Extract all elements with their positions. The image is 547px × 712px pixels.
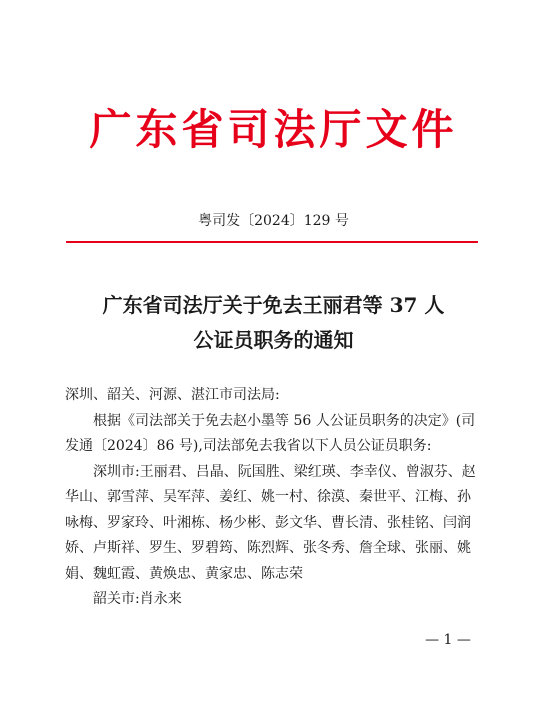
shenzhen-list: 深圳市:王丽君、吕晶、阮国胜、梁红瑛、李幸仪、曾淑芬、赵华山、郭雪萍、吴军萍、姜红、姚一村、徐漠、秦世平、江梅、孙咏梅、罗家玲、叶湘栋、杨少彬、彭文华、曹长清、张桂铭、闫润娇、卢斯祥、罗生、罗碧筠、陈烈辉、张冬秀、詹全球、张丽、姚娟、魏虹霞、黄焕忠、黄家忠、陈志荣 xyxy=(65,463,476,582)
red-divider-line xyxy=(66,241,478,243)
notice-title-line-1: 广东省司法厅关于免去王丽君等 37 人 xyxy=(102,293,445,317)
document-number: 粤司发〔2024〕129 号 xyxy=(198,213,349,229)
document-header-title: 广东省司法厅文件 xyxy=(89,105,458,154)
notice-title xyxy=(0,288,547,358)
page-number: — 1 — xyxy=(425,632,471,648)
notice-body xyxy=(65,383,482,613)
addressee: 深圳、韶关、河源、湛江市司法局: xyxy=(65,387,280,403)
notice-title-line-2: 公证员职务的通知 xyxy=(193,328,354,352)
shaoguan-list: 韶关市:肖永来 xyxy=(93,591,182,607)
intro-paragraph: 根据《司法部关于免去赵小墨等 56 人公证员职务的决定》(司发通〔2024〕86 号),司法部免去我省以下人员公证员职务: xyxy=(65,412,476,454)
